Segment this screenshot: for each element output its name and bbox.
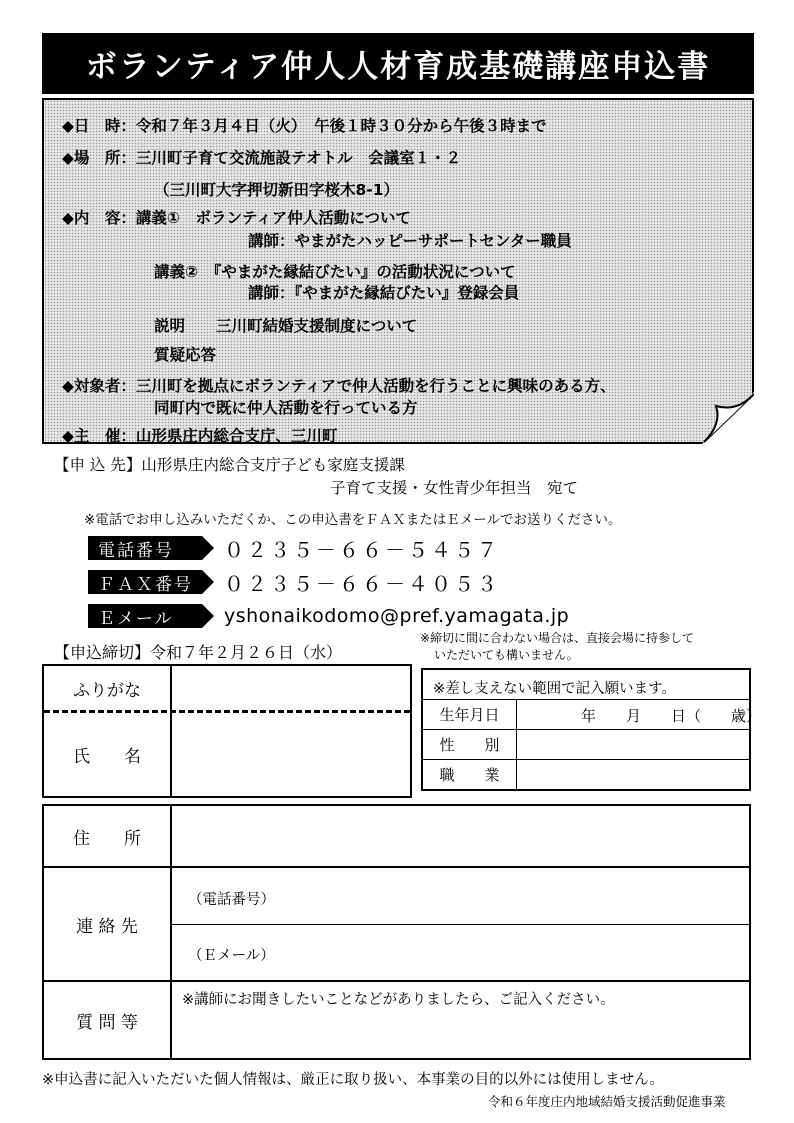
- address-label: 住 所: [73, 828, 141, 849]
- optional-note: ※差し支えない範囲で記入願います。: [433, 681, 676, 697]
- details-box: [42, 804, 751, 1060]
- privacy-note: ※申込書に記入いただいた個人情報は、厳正に取り扱い、本事業の目的以外には使用しません。: [42, 1072, 665, 1088]
- event-content-2: 講義② 『やまがた縁結びたい』の活動状況について: [154, 263, 516, 281]
- name-box: [42, 664, 412, 798]
- event-content-4: 質疑応答: [154, 346, 217, 364]
- event-target-1: ◆対象者：三川町を拠点にボランティアで仲人活動を行うことに興味のある方、: [62, 377, 616, 395]
- event-host: ◆主 催：山形県庄内総合支庁、三川町: [62, 427, 338, 445]
- name-input[interactable]: [172, 713, 410, 796]
- event-place: ◆場 所：三川町子育て交流施設テオトル 会議室１・２: [62, 149, 462, 167]
- page-curl-icon: [702, 392, 754, 444]
- birth-label: 生年月日: [439, 706, 500, 724]
- event-info-box: [42, 98, 754, 444]
- event-content-2-lecturer: 講師：『やまがた縁結びたい』登録会員: [248, 284, 520, 302]
- fax-label: ＦＡＸ番号: [88, 570, 202, 594]
- job-label: 職 業: [439, 766, 500, 784]
- question-hint[interactable]: ※講師にお聞きしたいことなどがありましたら、ご記入ください。: [182, 992, 615, 1008]
- phone-hint[interactable]: （電話番号）: [188, 892, 275, 908]
- event-target-2: 同町内で既に仲人活動を行っている方: [154, 399, 418, 417]
- fax-number: ０２３５－６６－４０５３: [224, 571, 500, 596]
- email-address[interactable]: yshonaikodomo@pref.yamagata.jp: [224, 605, 570, 627]
- apply-note: ※電話でお申し込みいただくか、この申込書をＦＡＸまたはＥメールでお送りください。: [84, 512, 622, 528]
- email-hint[interactable]: （Ｅメール）: [188, 948, 275, 964]
- gender-label: 性 別: [439, 736, 500, 754]
- question-label: 質 問 等: [76, 1012, 138, 1033]
- fax-row: [88, 570, 500, 594]
- phone-number: ０２３５－６６－５４５７: [224, 537, 500, 562]
- email-label: Ｅメール: [88, 604, 202, 628]
- phone-row: [88, 536, 500, 560]
- footer-text: 令和６年度庄内地域結婚支援活動促進事業: [488, 1094, 726, 1109]
- furigana-input[interactable]: [172, 666, 410, 710]
- deadline-note-2: いただいても構いません。: [434, 648, 579, 662]
- job-input[interactable]: [518, 760, 749, 789]
- event-content-1-lecturer: 講師：やまがたハッピーサポートセンター職員: [248, 232, 572, 250]
- phone-label: 電話番号: [88, 536, 202, 560]
- event-date: ◆日 時：令和７年３月４日（火） 午後１時３０分から午後３時まで: [62, 117, 547, 135]
- name-label: 氏 名: [73, 747, 141, 767]
- contact-label: 連 絡 先: [76, 916, 138, 937]
- apply-to-2: 子育て支援・女性青少年担当 宛て: [330, 479, 579, 497]
- event-content-3: 説明 三川町結婚支援制度について: [154, 317, 418, 335]
- deadline-note-1: ※締切に間に合わない場合は、直接会場に持参して: [420, 631, 695, 645]
- email-row: [88, 604, 569, 628]
- birth-format[interactable]: 年 月 日（ 歳）: [581, 707, 762, 725]
- page-title-text: ボランティア仲人人材育成基礎講座申込書: [85, 49, 711, 85]
- page-title: [42, 33, 754, 94]
- deadline-text: 【申込締切】令和７年２月２６日（水）: [54, 643, 343, 662]
- gender-input[interactable]: [518, 730, 749, 759]
- furigana-label: ふりがな: [73, 680, 141, 701]
- event-address: （三川町大字押切新田字桜木8-1）: [154, 181, 400, 199]
- optional-box: [421, 668, 762, 791]
- apply-to-1: 【申 込 先】山形県庄内総合支庁子ども家庭支援課: [54, 456, 405, 474]
- address-input[interactable]: [172, 806, 749, 866]
- event-content-1: ◆内 容：講義① ボランティア仲人活動について: [62, 209, 411, 227]
